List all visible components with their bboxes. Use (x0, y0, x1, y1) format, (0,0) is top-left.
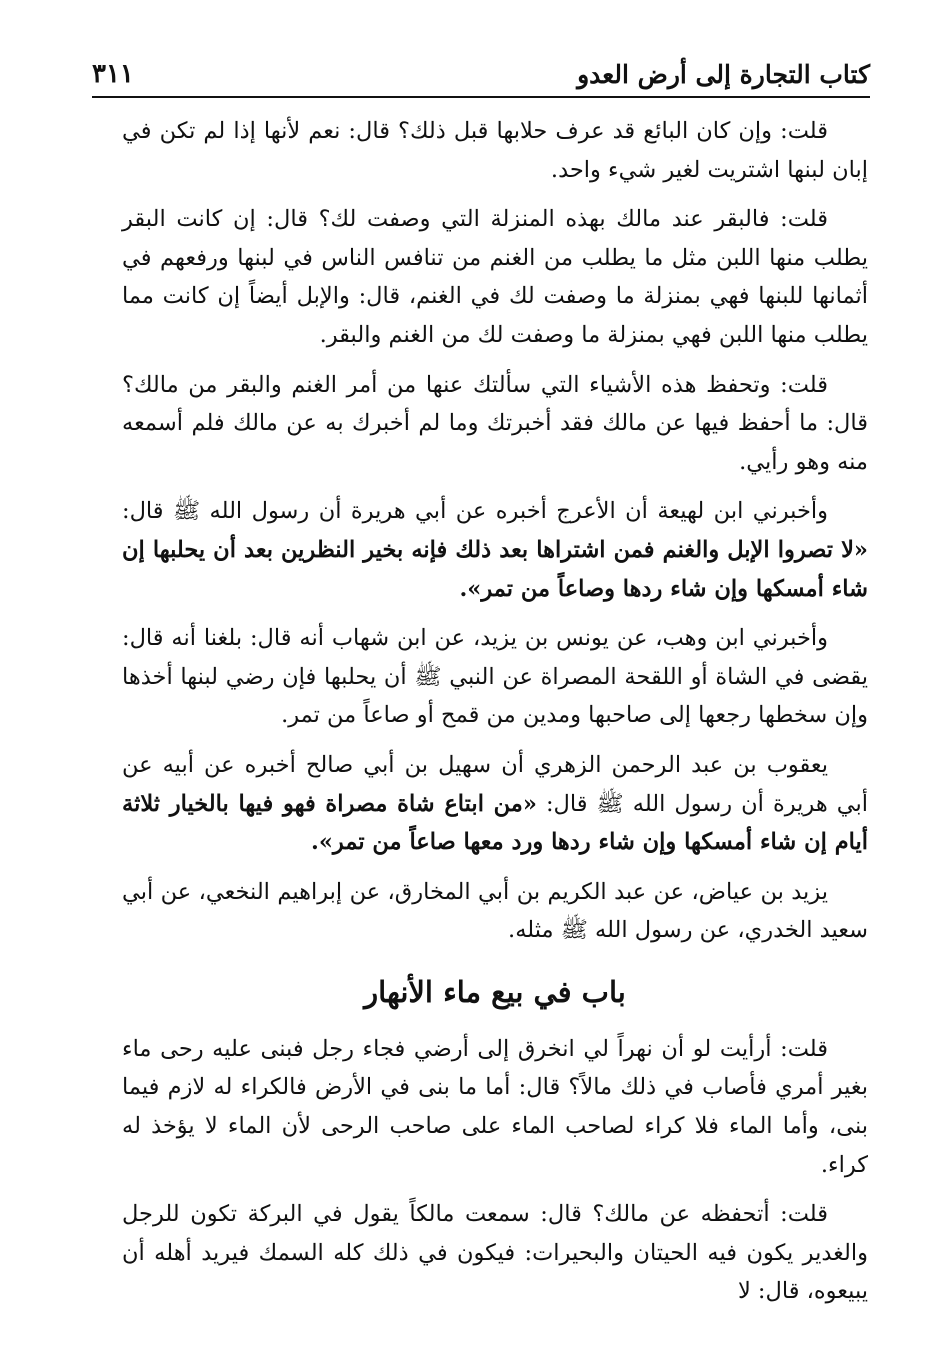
paragraph-text: وأخبرني ابن لهيعة أن الأعرج أخبره عن أبي هريرة أن رسول الله ﷺ قال: (122, 498, 828, 525)
paragraph (122, 492, 868, 608)
hadith-quote: «لا تصروا الإبل والغنم فمن اشتراها بعد ذلك فإنه بخير النظرين بعد أن يحلبها إن شاء أمسكها وإن شاء ردها وصاعاً من تمر». (122, 536, 868, 602)
paragraph-text: قلت: وتحفظ هذه الأشياء التي سألتك عنها من أمر الغنم والبقر من مالك؟ قال: ما أحفظ فيها عن مالك فقد أخبرتك وما لم أخبرك به عن مالك فلم أسمعه منه وهو رأيي. (122, 371, 868, 475)
paragraph-text: قلت: أتحفظه عن مالك؟ قال: سمعت مالكاً يقول في البركة تكون للرجل والغدير يكون فيه الحيتان والبحيرات: فيكون في ذلك كله السمك فيريد أهله أن يبيعوه، قال: لا (122, 1201, 868, 1305)
paragraph (122, 112, 868, 189)
paragraph (122, 746, 868, 862)
paragraph (122, 1030, 868, 1184)
paragraph-text: قلت: فالبقر عند مالك بهذه المنزلة التي وصفت لك؟ قال: إن كانت البقر يطلب منها اللبن مثل ما يطلب من الغنم من تنافس الناس في لبنها ورفعهم في أثمانها للبنها فهي بمنزلة ما وصفت لك في الغنم، قال: والإبل أيضاً إن كانت مما يطلب منها اللبن فهي بمنزلة ما وصفت لك من الغنم والبقر. (122, 206, 868, 348)
paragraph-text: يعقوب بن عبد الرحمن الزهري أن سهيل بن أبي صالح أخبره عن أبيه عن أبي هريرة أن رسول الله ﷺ قال: (122, 751, 869, 817)
paragraph-text: وأخبرني ابن وهب، عن يونس بن يزيد، عن ابن شهاب أنه قال: بلغنا أنه قال: يقضى في الشاة أو اللقحة المصراة عن النبي ﷺ أن يحلبها فإن رضي لبنها أخذها وإن سخطها رجعها إلى صاحبها ومدين من قمح أو صاعاً من تمر. (122, 625, 868, 729)
paragraph-text: يزيد بن عياض، عن عبد الكريم بن أبي المخارق، عن إبراهيم النخعي، عن أبي سعيد الخدري، عن رسول الله ﷺ مثله. (122, 878, 868, 944)
hadith-quote: «من ابتاع شاة مصراة فهو فيها بالخيار ثلاثة أيام إن شاء أمسكها وإن شاء ردها ورد معها صاعاً من تمر». (122, 790, 868, 856)
page-body (122, 112, 868, 1322)
paragraph (122, 873, 868, 950)
page-header (92, 52, 870, 98)
paragraph (122, 200, 868, 354)
paragraph (122, 619, 868, 735)
paragraph-text: قلت: أرأيت لو أن نهراً لي انخرق إلى أرضي فجاء رجل فبنى عليه رحى ماء بغير أمري فأصاب في ذلك مالاً؟ قال: أما ما بنى في الأرض فالكراء له لازم فيما بنى، وأما الماء فلا كراء لصاحب الماء على صاحب الرحى لأن الماء لا يؤخذ له كراء. (122, 1035, 868, 1178)
paragraph-text: قلت: وإن كان البائع قد عرف حلابها قبل ذلك؟ قال: نعم لأنها إذا لم تكن في إبان لبنها اشتريت لغير شيء واحد. (122, 118, 868, 183)
running-title: كتاب التجارة إلى أرض العدو (577, 59, 870, 89)
page-number: ٣١١ (92, 59, 134, 89)
paragraph (122, 366, 868, 482)
paragraph (122, 1195, 868, 1311)
section-title: باب في بيع ماء الأنهار (364, 974, 626, 1009)
